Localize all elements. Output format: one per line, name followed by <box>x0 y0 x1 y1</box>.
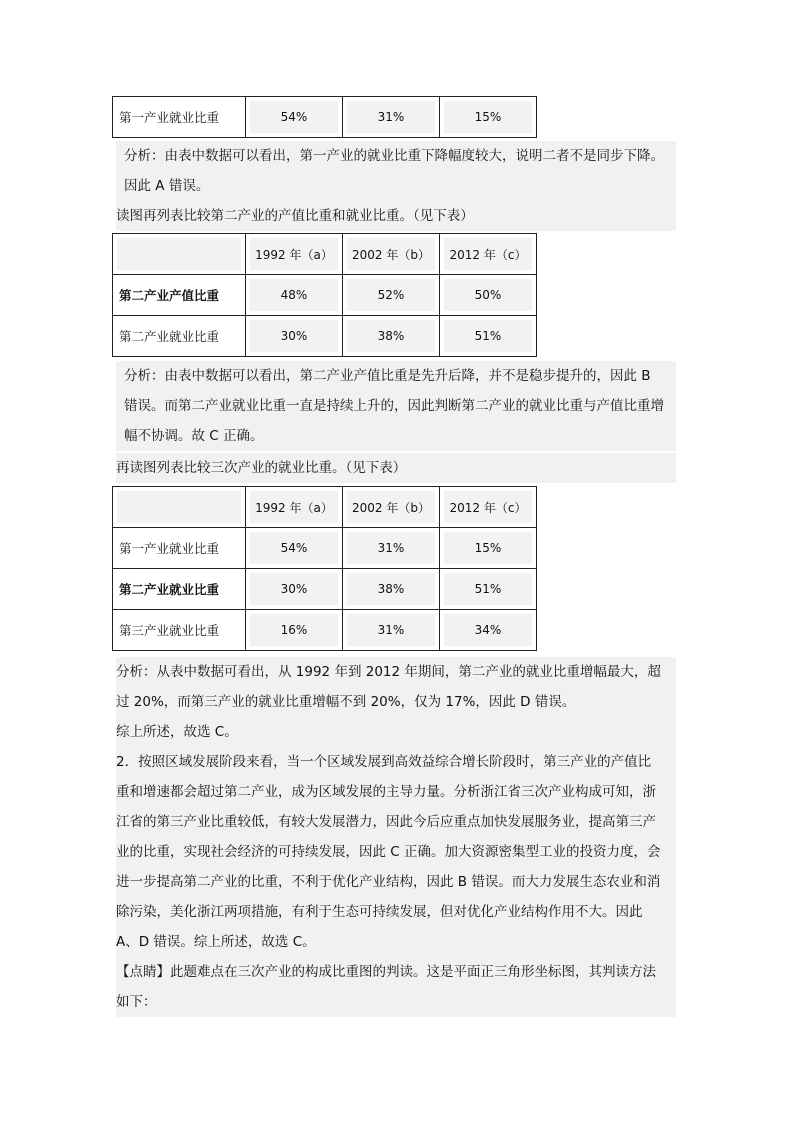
text-line: 进一步提高第二产业的比重，不利于优化产业结构，因此 B 错误。而大力发展生态农业和消 <box>116 874 661 890</box>
text-line: 2．按照区域发展阶段来看，当一个区域发展到高效益综合增长阶段时，第三产业的产值比 <box>116 754 652 770</box>
row-label: 第一产业就业比重 <box>113 97 246 138</box>
text-line: 【点睛】此题难点在三次产业的构成比重图的判读。这是平面正三角形坐标图，其判读方法 <box>116 964 656 980</box>
table-header-row <box>113 487 537 528</box>
text-line: 如下： <box>116 994 157 1010</box>
row-label: 第三产业就业比重 <box>113 610 246 651</box>
text-line: 综上所述，故选 C。 <box>116 724 238 740</box>
text-line: 分析：由表中数据可以看出，第二产业产值比重是先升后降，并不是稳步提升的，因此 B <box>124 368 651 384</box>
table-employment-three-sectors <box>112 486 537 651</box>
table-row <box>113 97 537 138</box>
table-cell: 31% <box>347 614 435 646</box>
row-label: 第二产业就业比重 <box>113 316 246 357</box>
text-line: 分析：从表中数据可看出，从 1992 年到 2012 年期间，第二产业的就业比重增幅最大，超 <box>116 664 661 680</box>
table-row <box>113 275 537 316</box>
header-cell: 1992 年（a） <box>250 238 338 270</box>
table-row <box>113 569 537 610</box>
table-cell: 54% <box>250 532 338 564</box>
header-empty-cell <box>117 238 241 270</box>
row-label: 第一产业就业比重 <box>113 528 246 569</box>
table-cell: 51% <box>444 573 532 605</box>
table-cell: 51% <box>444 320 532 352</box>
text-line: 重和增速都会超过第二产业，成为区域发展的主导力量。分析浙江省三次产业构成可知，浙 <box>116 784 656 800</box>
table-cell: 38% <box>347 320 435 352</box>
table-cell: 30% <box>250 573 338 605</box>
analysis-paragraph-2 <box>116 361 676 451</box>
instruction-line-2 <box>116 453 676 483</box>
analysis-paragraph-1 <box>116 141 676 201</box>
text-line: 再读图列表比较三次产业的就业比重。（见下表） <box>116 460 407 476</box>
table-cell: 31% <box>347 532 435 564</box>
table-row <box>113 316 537 357</box>
table-cell: 54% <box>250 101 338 133</box>
table-cell: 15% <box>444 101 532 133</box>
text-line: 读图再列表比较第二产业的产值比重和就业比重。（见下表） <box>116 208 474 224</box>
table-cell: 15% <box>444 532 532 564</box>
text-line: 过 20%，而第三产业的就业比重增幅不到 20%，仅为 17%，因此 D 错误。 <box>116 694 576 710</box>
table-primary-employment <box>112 96 537 138</box>
header-cell: 2012 年（c） <box>444 491 532 523</box>
text-line: 错误。而第二产业就业比重一直是持续上升的，因此判断第二产业的就业比重与产值比重增 <box>124 398 664 414</box>
table-cell: 31% <box>347 101 435 133</box>
text-line: 业的比重，实现社会经济的可持续发展，因此 C 正确。加大资源密集型工业的投资力度，会 <box>116 844 661 860</box>
analysis-paragraph-3 <box>116 657 676 1017</box>
table-cell: 16% <box>250 614 338 646</box>
row-label: 第二产业就业比重 <box>113 569 246 610</box>
text-line: 幅不协调。故 C 正确。 <box>124 428 264 444</box>
text-line: A、D 错误。综上所述，故选 C。 <box>116 934 316 950</box>
table-cell: 48% <box>250 279 338 311</box>
table-cell: 38% <box>347 573 435 605</box>
table-cell: 52% <box>347 279 435 311</box>
table-secondary-compare <box>112 233 537 357</box>
row-label: 第二产业产值比重 <box>113 275 246 316</box>
text-line: 分析：由表中数据可以看出，第一产业的就业比重下降幅度较大，说明二者不是同步下降。 <box>124 148 664 164</box>
text-line: 江省的第三产业比重较低，有较大发展潜力，因此今后应重点加快发展服务业，提高第三产 <box>116 814 656 830</box>
table-cell: 34% <box>444 614 532 646</box>
instruction-line-1 <box>116 201 676 231</box>
text-line: 因此 A 错误。 <box>124 178 210 194</box>
header-cell: 1992 年（a） <box>250 491 338 523</box>
header-empty-cell <box>117 491 241 523</box>
header-cell: 2012 年（c） <box>444 238 532 270</box>
table-row <box>113 610 537 651</box>
table-cell: 50% <box>444 279 532 311</box>
text-line: 除污染，美化浙江两项措施，有利于生态可持续发展，但对优化产业结构作用不大。因此 <box>116 904 643 920</box>
header-cell: 2002 年（b） <box>347 238 435 270</box>
table-cell: 30% <box>250 320 338 352</box>
header-cell: 2002 年（b） <box>347 491 435 523</box>
table-header-row <box>113 234 537 275</box>
table-row <box>113 528 537 569</box>
